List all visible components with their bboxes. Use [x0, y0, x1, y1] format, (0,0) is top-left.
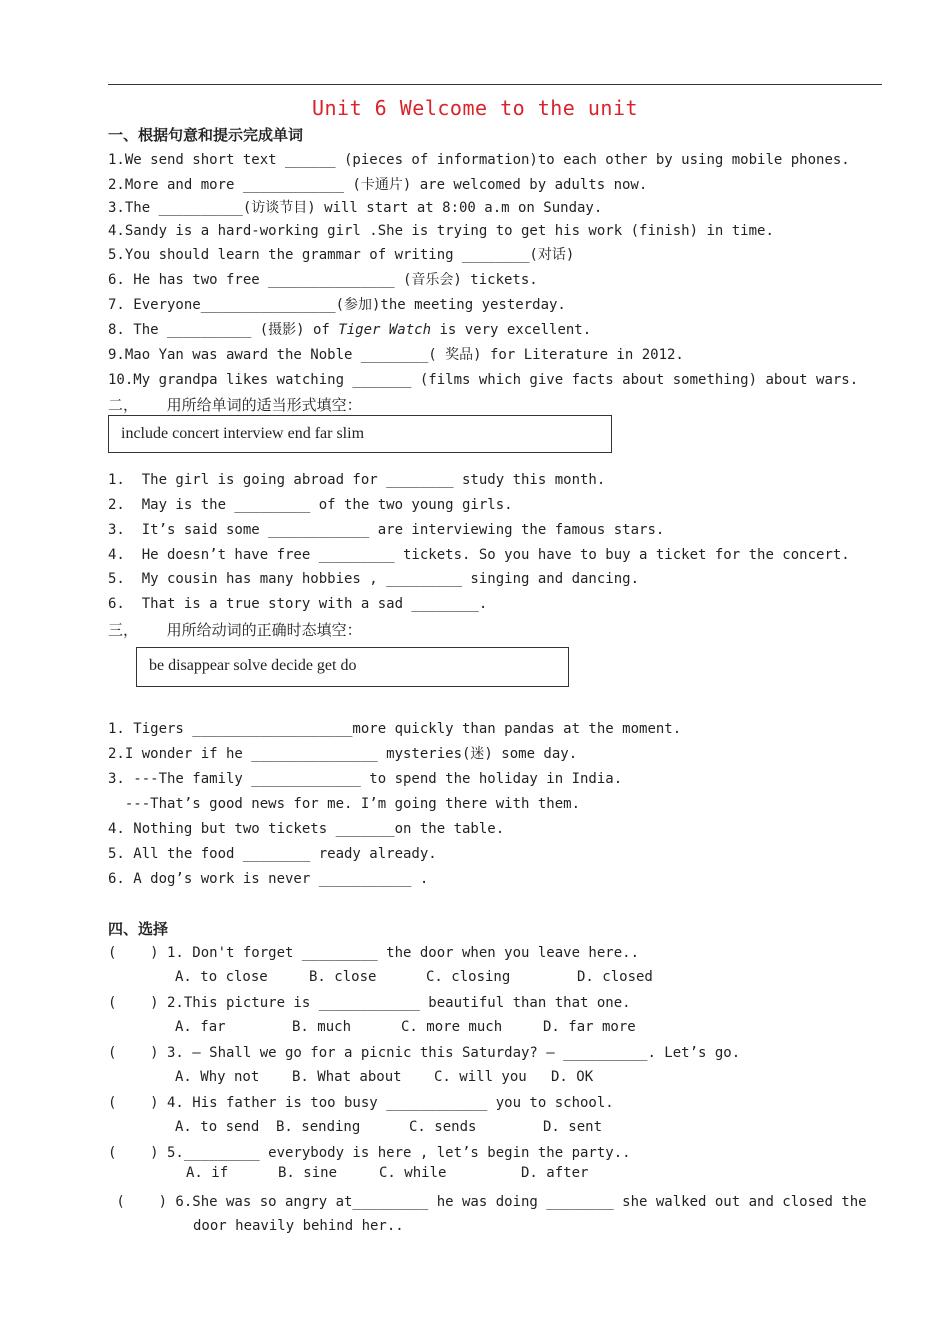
s3-item-2: 2.I wonder if he _______________ mysteries(迷) some day. [108, 746, 578, 762]
s4-q2-option-b: B. much [292, 1019, 352, 1035]
s4-q5-option-d: D. after [521, 1165, 589, 1181]
page-title: Unit 6 Welcome to the unit [311, 96, 639, 120]
s4-question-6: ( ) 6.She was so angry at_________ he was doing ________ she walked out and closed the [108, 1194, 867, 1210]
s4-q1-option-c: C. closing [426, 969, 511, 985]
s4-q4-option-a: A. to send [175, 1119, 260, 1135]
s2-item-6: 6. That is a true story with a sad ________. [108, 596, 488, 612]
section2-word-box: include concert interview end far slim [108, 415, 612, 453]
s1-item-2: 2.More and more ____________ (卡通片) are welcomed by adults now. [108, 177, 648, 193]
s4-q5-option-a: A. if [186, 1165, 229, 1181]
s2-item-5: 5. My cousin has many hobbies , _________ singing and dancing. [108, 571, 640, 587]
s4-question-5: ( ) 5._________ everybody is here , let’s begin the party.. [108, 1145, 631, 1161]
s1-item-7: 7. Everyone________________(参加)the meeting yesterday. [108, 297, 566, 313]
s1-item-8-end: is very excellent. [431, 322, 592, 338]
s4-question-6-cont: door heavily behind her.. [193, 1218, 404, 1234]
s4-q3-option-b: B. What about [292, 1069, 402, 1085]
s1-item-6: 6. He has two free _______________ (音乐会) tickets. [108, 272, 538, 288]
s4-q2-option-a: A. far [175, 1019, 226, 1035]
s2-item-1: 1. The girl is going abroad for ________ study this month. [108, 472, 606, 488]
s4-q4-option-b: B. sending [276, 1119, 361, 1135]
s4-q4-option-c: C. sends [409, 1119, 477, 1135]
s4-q3-option-c: C. will you [434, 1069, 527, 1085]
s1-item-8-start: 8. The __________ (摄影) of [108, 322, 339, 338]
s3-item-4: 4. Nothing but two tickets _______on the table. [108, 821, 505, 837]
section3-word-box: be disappear solve decide get do [136, 647, 569, 687]
s3-item-3-reply: ---That’s good news for me. I’m going there with them. [108, 796, 581, 812]
s4-question-2: ( ) 2.This picture is ____________ beautiful than that one. [108, 995, 631, 1011]
s2-item-3: 3. It’s said some ____________ are interviewing the famous stars. [108, 522, 665, 538]
s4-q1-option-a: A. to close [175, 969, 268, 985]
s4-q3-option-a: A. Why not [175, 1069, 260, 1085]
s1-item-10: 10.My grandpa likes watching _______ (films which give facts about something) about wars. [108, 372, 859, 388]
s3-item-3: 3. ---The family _____________ to spend the holiday in India. [108, 771, 623, 787]
s3-item-5: 5. All the food ________ ready already. [108, 846, 437, 862]
s4-q1-option-d: D. closed [577, 969, 653, 985]
s1-item-8 [108, 321, 591, 339]
section2-heading: 二， 用所给单词的适当形式填空： [108, 396, 362, 414]
s4-q5-option-c: C. while [379, 1165, 447, 1181]
section4-heading: 四、选择 [108, 920, 169, 938]
s1-item-3: 3.The __________(访谈节目) will start at 8:00 a.m on Sunday. [108, 200, 603, 216]
s1-item-4: 4.Sandy is a hard-working girl .She is trying to get his work (finish) in time. [108, 223, 774, 239]
s2-item-4: 4. He doesn’t have free _________ tickets. So you have to buy a ticket for the concert. [108, 547, 850, 563]
section1-heading: 一、根据句意和提示完成单词 [108, 126, 304, 144]
s2-item-2: 2. May is the _________ of the two young girls. [108, 497, 513, 513]
s1-item-1: 1.We send short text ______ (pieces of information)to each other by using mobile phones. [108, 152, 850, 168]
s1-item-8-title: Tiger Watch [338, 322, 432, 338]
s4-q2-option-c: C. more much [401, 1019, 503, 1035]
s4-question-3: ( ) 3. — Shall we go for a picnic this Saturday? — __________. Let’s go. [108, 1045, 741, 1061]
s3-item-6: 6. A dog’s work is never ___________ . [108, 871, 429, 887]
s3-item-1: 1. Tigers ___________________more quickly than pandas at the moment. [108, 721, 682, 737]
s4-q4-option-d: D. sent [543, 1119, 603, 1135]
s1-item-5: 5.You should learn the grammar of writing ________(对话) [108, 247, 575, 263]
s4-question-4: ( ) 4. His father is too busy ____________ you to school. [108, 1095, 614, 1111]
section3-heading: 三， 用所给动词的正确时态填空： [108, 621, 362, 639]
s4-q2-option-d: D. far more [543, 1019, 636, 1035]
s4-q3-option-d: D. OK [551, 1069, 594, 1085]
s4-question-1: ( ) 1. Don't forget _________ the door when you leave here.. [108, 945, 640, 961]
top-rule [108, 84, 882, 85]
s4-q1-option-b: B. close [309, 969, 377, 985]
s1-item-9: 9.Mao Yan was award the Noble ________( 奖品) for Literature in 2012. [108, 347, 684, 363]
s4-q5-option-b: B. sine [278, 1165, 338, 1181]
